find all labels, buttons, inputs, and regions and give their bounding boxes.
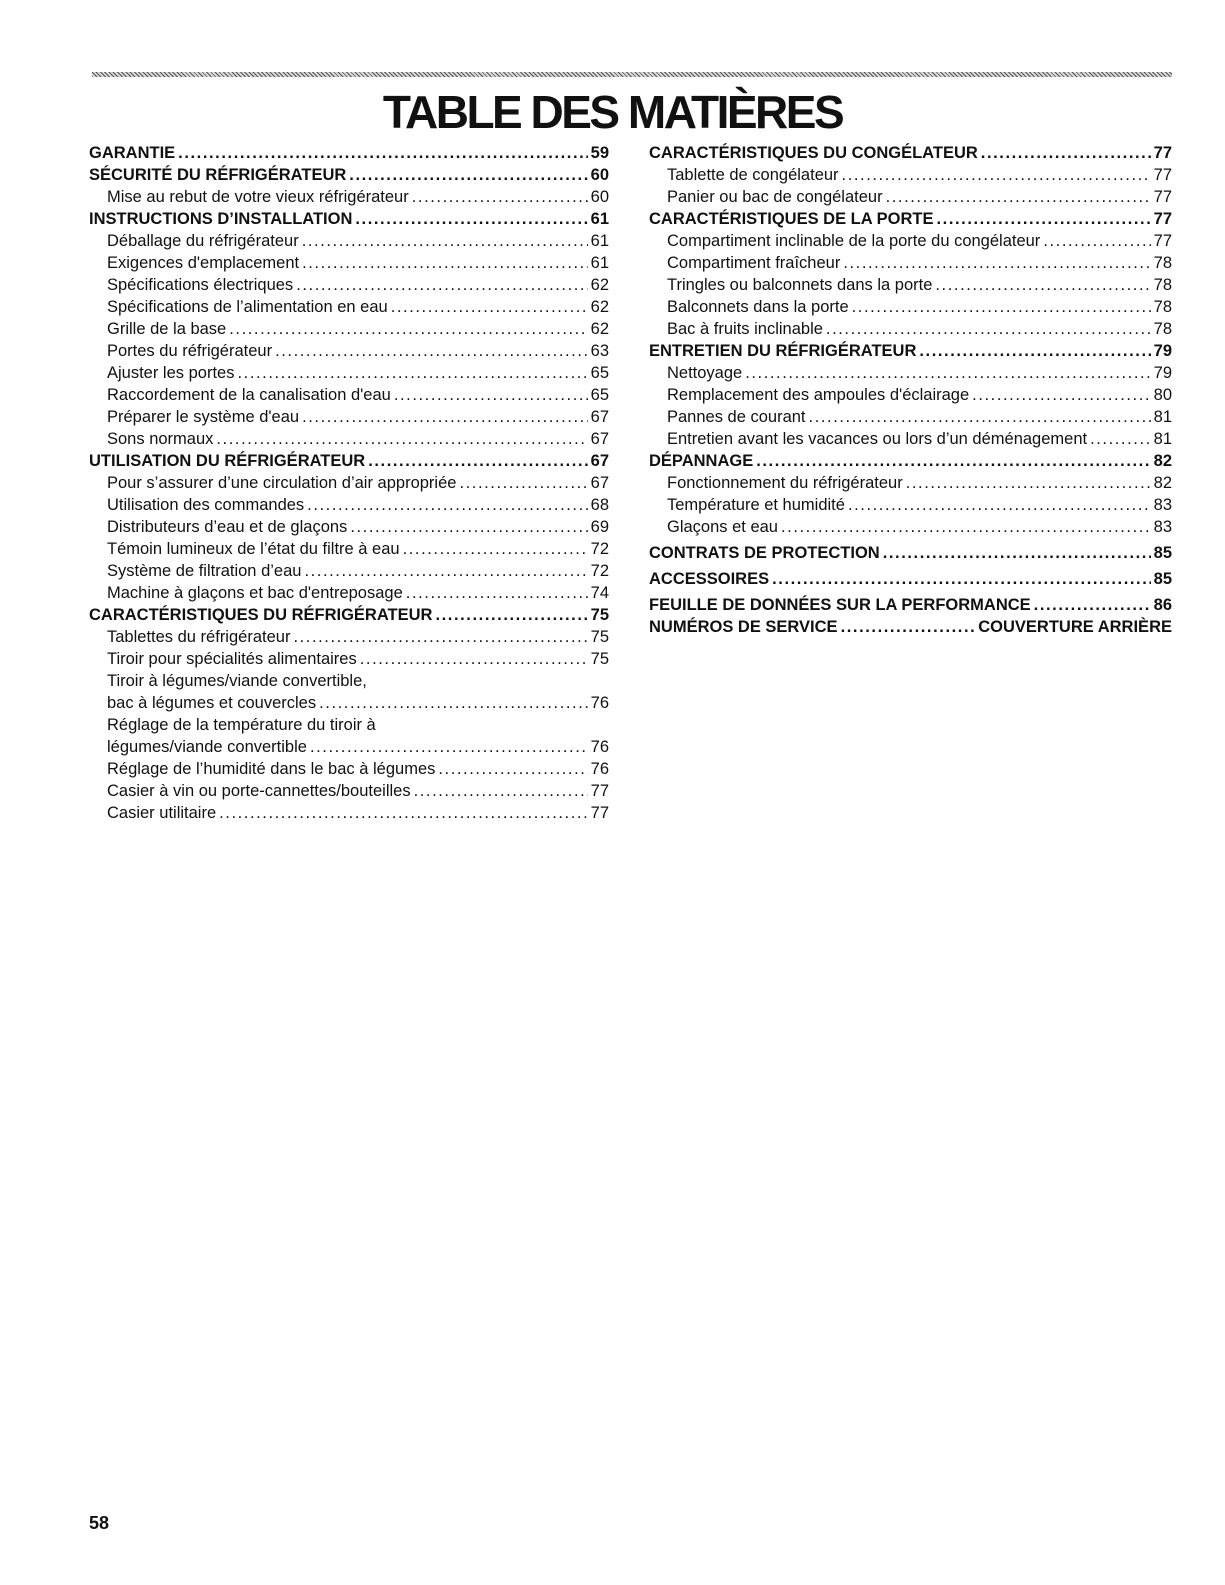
toc-entry-title: CARACTÉRISTIQUES DU RÉFRIGÉRATEUR [89, 606, 433, 624]
toc-page-number: 68 [590, 496, 609, 514]
toc-entry-title: Pannes de courant [667, 408, 806, 426]
dot-leader [981, 142, 1151, 164]
dot-leader [360, 648, 588, 670]
toc-entry [649, 516, 1172, 538]
toc-page-number: 77 [1153, 210, 1172, 228]
toc-entry-title: Spécifications électriques [107, 276, 294, 294]
toc-page-number: 77 [1153, 232, 1172, 250]
toc-entry-title: Panier ou bac de congélateur [667, 188, 883, 206]
toc-page-number: 78 [1153, 276, 1172, 294]
toc-entry [89, 384, 609, 406]
toc-section-entry [649, 340, 1172, 362]
toc-entry-title: Grille de la base [107, 320, 227, 338]
dot-leader [394, 384, 588, 406]
toc-entry [89, 494, 609, 516]
dot-leader [414, 780, 588, 802]
toc-entry [649, 274, 1172, 296]
toc-entry-title: Nettoyage [667, 364, 743, 382]
toc-entry-title: DÉPANNAGE [649, 452, 754, 470]
toc-page-number: 85 [1153, 544, 1172, 562]
toc-section-entry [89, 208, 609, 230]
toc-entry-title: Préparer le système d'eau [107, 408, 300, 426]
dot-leader [843, 252, 1150, 274]
toc-page-number: 75 [590, 650, 609, 668]
toc-page-number: 78 [1153, 320, 1172, 338]
dot-leader [406, 582, 588, 604]
dot-leader [307, 494, 587, 516]
toc-entry [649, 362, 1172, 384]
toc-page-number: 61 [590, 210, 609, 228]
top-rule [92, 72, 1172, 77]
toc-page-number: 81 [1153, 408, 1172, 426]
toc-entry [89, 186, 609, 208]
toc-entry [649, 252, 1172, 274]
dot-leader [842, 164, 1151, 186]
toc-entry-title: Tiroir à légumes/viande convertible, [107, 672, 367, 690]
toc-entry-title: Température et humidité [667, 496, 845, 514]
dot-leader [275, 340, 588, 362]
toc-entry [89, 472, 609, 494]
toc-page-number: 62 [590, 320, 609, 338]
toc-section-entry [89, 604, 609, 626]
toc-page-number: 65 [590, 386, 609, 404]
dot-leader [756, 450, 1150, 472]
toc-entry [89, 758, 609, 780]
toc-entry-title: FEUILLE DE DONNÉES SUR LA PERFORMANCE [649, 596, 1031, 614]
toc-page-number: 77 [590, 782, 609, 800]
toc-page-number: 76 [590, 694, 609, 712]
toc-entry-title: Sons normaux [107, 430, 214, 448]
dot-leader [319, 692, 588, 714]
toc-entry [89, 736, 609, 758]
toc-entry-title: SÉCURITÉ DU RÉFRIGÉRATEUR [89, 166, 347, 184]
toc-entry-title: Spécifications de l’alimentation en eau [107, 298, 388, 316]
toc-page-number: 86 [1153, 596, 1172, 614]
toc-entry-title: Mise au rebut de votre vieux réfrigérateur [107, 188, 409, 206]
dot-leader [350, 516, 587, 538]
toc-section-entry [89, 142, 609, 164]
dot-leader [368, 450, 587, 472]
toc-entry [649, 164, 1172, 186]
toc-page-number: 75 [590, 628, 609, 646]
toc-section-entry [649, 542, 1172, 564]
toc-page-number: 83 [1153, 518, 1172, 536]
toc-entry [89, 780, 609, 802]
dot-leader [972, 384, 1150, 406]
dot-leader [310, 736, 588, 758]
toc-entry-title: CONTRATS DE PROTECTION [649, 544, 880, 562]
toc-page-number: 79 [1153, 364, 1172, 382]
toc-entry-title: Machine à glaçons et bac d'entreposage [107, 584, 403, 602]
toc-page-number: 67 [590, 430, 609, 448]
dot-leader [1034, 594, 1151, 616]
toc-entry-title: Tiroir pour spécialités alimentaires [107, 650, 357, 668]
toc-entry-title: Fonctionnement du réfrigérateur [667, 474, 903, 492]
dot-leader [826, 318, 1151, 340]
dot-leader [216, 428, 587, 450]
toc-page-number: 62 [590, 298, 609, 316]
toc-entry-title: Utilisation des commandes [107, 496, 305, 514]
dot-leader [459, 472, 587, 494]
toc-section-entry [649, 616, 1172, 638]
toc-entry-title: Balconnets dans la porte [667, 298, 849, 316]
toc-page-number: 61 [590, 232, 609, 250]
toc-entry-title: Remplacement des ampoules d'éclairage [667, 386, 970, 404]
toc-page-number: 61 [590, 254, 609, 272]
toc-page-number: 77 [1153, 166, 1172, 184]
dot-leader [919, 340, 1150, 362]
toc-page-number: 78 [1153, 298, 1172, 316]
toc-page-number: 85 [1153, 570, 1172, 588]
toc-entry-title: Bac à fruits inclinable [667, 320, 823, 338]
toc-page-number: 60 [590, 188, 609, 206]
dot-leader [293, 626, 587, 648]
toc-page-number: 76 [590, 738, 609, 756]
toc-entry [649, 318, 1172, 340]
dot-leader [355, 208, 587, 230]
toc-entry-title: UTILISATION DU RÉFRIGÉRATEUR [89, 452, 366, 470]
toc-entry [649, 186, 1172, 208]
toc-section-entry [649, 208, 1172, 230]
dot-leader [296, 274, 587, 296]
toc-entry-title: Casier à vin ou porte-cannettes/bouteilles [107, 782, 411, 800]
toc-entry-title: Compartiment inclinable de la porte du congélateur [667, 232, 1041, 250]
dot-leader [883, 542, 1151, 564]
toc-page-number: 82 [1153, 452, 1172, 470]
dot-leader [935, 274, 1150, 296]
toc-page-number: 67 [590, 474, 609, 492]
dot-leader [219, 802, 588, 824]
toc-entry [649, 472, 1172, 494]
dot-leader [772, 568, 1151, 590]
toc-entry-title: Système de filtration d’eau [107, 562, 302, 580]
toc-page-number: 63 [590, 342, 609, 360]
toc-page-number: 83 [1153, 496, 1172, 514]
dot-leader [302, 230, 588, 252]
toc-entry-title: Pour s’assurer d’une circulation d’air appropriée [107, 474, 457, 492]
toc-entry-title: Témoin lumineux de l’état du filtre à eau [107, 540, 400, 558]
toc-entry-title: Exigences d'emplacement [107, 254, 300, 272]
toc-entry [649, 230, 1172, 252]
toc-section-entry [649, 568, 1172, 590]
dot-leader [391, 296, 588, 318]
dot-leader [349, 164, 587, 186]
toc-page-number: 81 [1153, 430, 1172, 448]
dot-leader [906, 472, 1151, 494]
toc-entry [89, 582, 609, 604]
toc-entry-title: Raccordement de la canalisation d'eau [107, 386, 391, 404]
toc-entry-title: Distributeurs d’eau et de glaçons [107, 518, 348, 536]
toc-entry [89, 406, 609, 428]
toc-entry [89, 252, 609, 274]
dot-leader [438, 758, 587, 780]
toc-entry-title: Tablettes du réfrigérateur [107, 628, 291, 646]
toc-page-number: 72 [590, 540, 609, 558]
toc-entry [89, 230, 609, 252]
toc-page-number: 67 [590, 452, 609, 470]
toc-entry-title: Déballage du réfrigérateur [107, 232, 299, 250]
toc-section-entry [649, 594, 1172, 616]
dot-leader [781, 516, 1151, 538]
toc-right-column [649, 142, 1172, 638]
dot-leader [435, 604, 587, 626]
toc-page-number: 77 [1153, 188, 1172, 206]
dot-leader [1043, 230, 1150, 252]
dot-leader [841, 616, 976, 638]
dot-leader [412, 186, 588, 208]
toc-entry-title: ACCESSOIRES [649, 570, 770, 588]
toc-entry [89, 714, 609, 736]
toc-entry [89, 670, 609, 692]
toc-entry-title: CARACTÉRISTIQUES DU CONGÉLATEUR [649, 144, 978, 162]
dot-leader [302, 406, 588, 428]
toc-page-number: 78 [1153, 254, 1172, 272]
toc-entry-title: Compartiment fraîcheur [667, 254, 841, 272]
toc-page-number: 74 [590, 584, 609, 602]
toc-entry [649, 296, 1172, 318]
toc-entry [89, 626, 609, 648]
dot-leader [1090, 428, 1151, 450]
toc-page-number: 80 [1153, 386, 1172, 404]
toc-entry-title: Tringles ou balconnets dans la porte [667, 276, 933, 294]
toc-section-entry [649, 450, 1172, 472]
toc-entry-title: NUMÉROS DE SERVICE [649, 618, 838, 636]
toc-entry-title: Réglage de la température du tiroir à [107, 716, 376, 734]
toc-entry-title: GARANTIE [89, 144, 176, 162]
dot-leader [809, 406, 1151, 428]
toc-entry-title: Portes du réfrigérateur [107, 342, 273, 360]
toc-entry-title: Casier utilitaire [107, 804, 217, 822]
toc-page-number: 62 [590, 276, 609, 294]
toc-entry-title: Tablette de congélateur [667, 166, 839, 184]
dot-leader [302, 252, 588, 274]
toc-page-number: 79 [1153, 342, 1172, 360]
toc-entry [89, 362, 609, 384]
toc-page-number: 75 [590, 606, 609, 624]
toc-entry [89, 296, 609, 318]
page-number: 58 [89, 1513, 110, 1533]
dot-leader [848, 494, 1151, 516]
toc-page-number: 72 [590, 562, 609, 580]
toc-page-number: 82 [1153, 474, 1172, 492]
toc-section-entry [89, 450, 609, 472]
toc-page-number: COUVERTURE ARRIÈRE [978, 618, 1172, 636]
toc-entry [649, 494, 1172, 516]
toc-entry [89, 428, 609, 450]
toc-entry-title: ENTRETIEN DU RÉFRIGÉRATEUR [649, 342, 917, 360]
toc-entry-title: CARACTÉRISTIQUES DE LA PORTE [649, 210, 934, 228]
toc-section-entry [649, 142, 1172, 164]
toc-page-number: 69 [590, 518, 609, 536]
toc-entry [89, 560, 609, 582]
toc-page-number: 76 [590, 760, 609, 778]
toc-entry [649, 406, 1172, 428]
dot-leader [304, 560, 587, 582]
dot-leader [178, 142, 587, 164]
dot-leader [403, 538, 588, 560]
toc-entry-title: légumes/viande convertible [107, 738, 307, 756]
toc-entry [89, 648, 609, 670]
toc-page-number: 60 [590, 166, 609, 184]
toc-entry [649, 428, 1172, 450]
dot-leader [852, 296, 1151, 318]
toc-entry [89, 318, 609, 340]
page-title: TABLE DES MATIÈRES [382, 86, 843, 138]
toc-entry [649, 384, 1172, 406]
dot-leader [937, 208, 1151, 230]
toc-entry-title: Réglage de l’humidité dans le bac à légumes [107, 760, 436, 778]
toc-left-column [89, 142, 609, 824]
dot-leader [745, 362, 1150, 384]
dot-leader [237, 362, 587, 384]
dot-leader [886, 186, 1151, 208]
toc-entry-title: Entretien avant les vacances ou lors d’un déménagement [667, 430, 1088, 448]
toc-entry [89, 340, 609, 362]
toc-entry-title: Glaçons et eau [667, 518, 778, 536]
toc-page-number: 65 [590, 364, 609, 382]
toc-page-number: 59 [590, 144, 609, 162]
toc-page-number: 77 [590, 804, 609, 822]
toc-entry-title: Ajuster les portes [107, 364, 235, 382]
dot-leader [229, 318, 587, 340]
toc-entry [89, 538, 609, 560]
toc-entry [89, 692, 609, 714]
toc-entry [89, 802, 609, 824]
toc-entry-title: INSTRUCTIONS D’INSTALLATION [89, 210, 353, 228]
toc-page-number: 67 [590, 408, 609, 426]
toc-section-entry [89, 164, 609, 186]
toc-page-number: 77 [1153, 144, 1172, 162]
toc-entry [89, 274, 609, 296]
toc-entry [89, 516, 609, 538]
toc-entry-title: bac à légumes et couvercles [107, 694, 317, 712]
